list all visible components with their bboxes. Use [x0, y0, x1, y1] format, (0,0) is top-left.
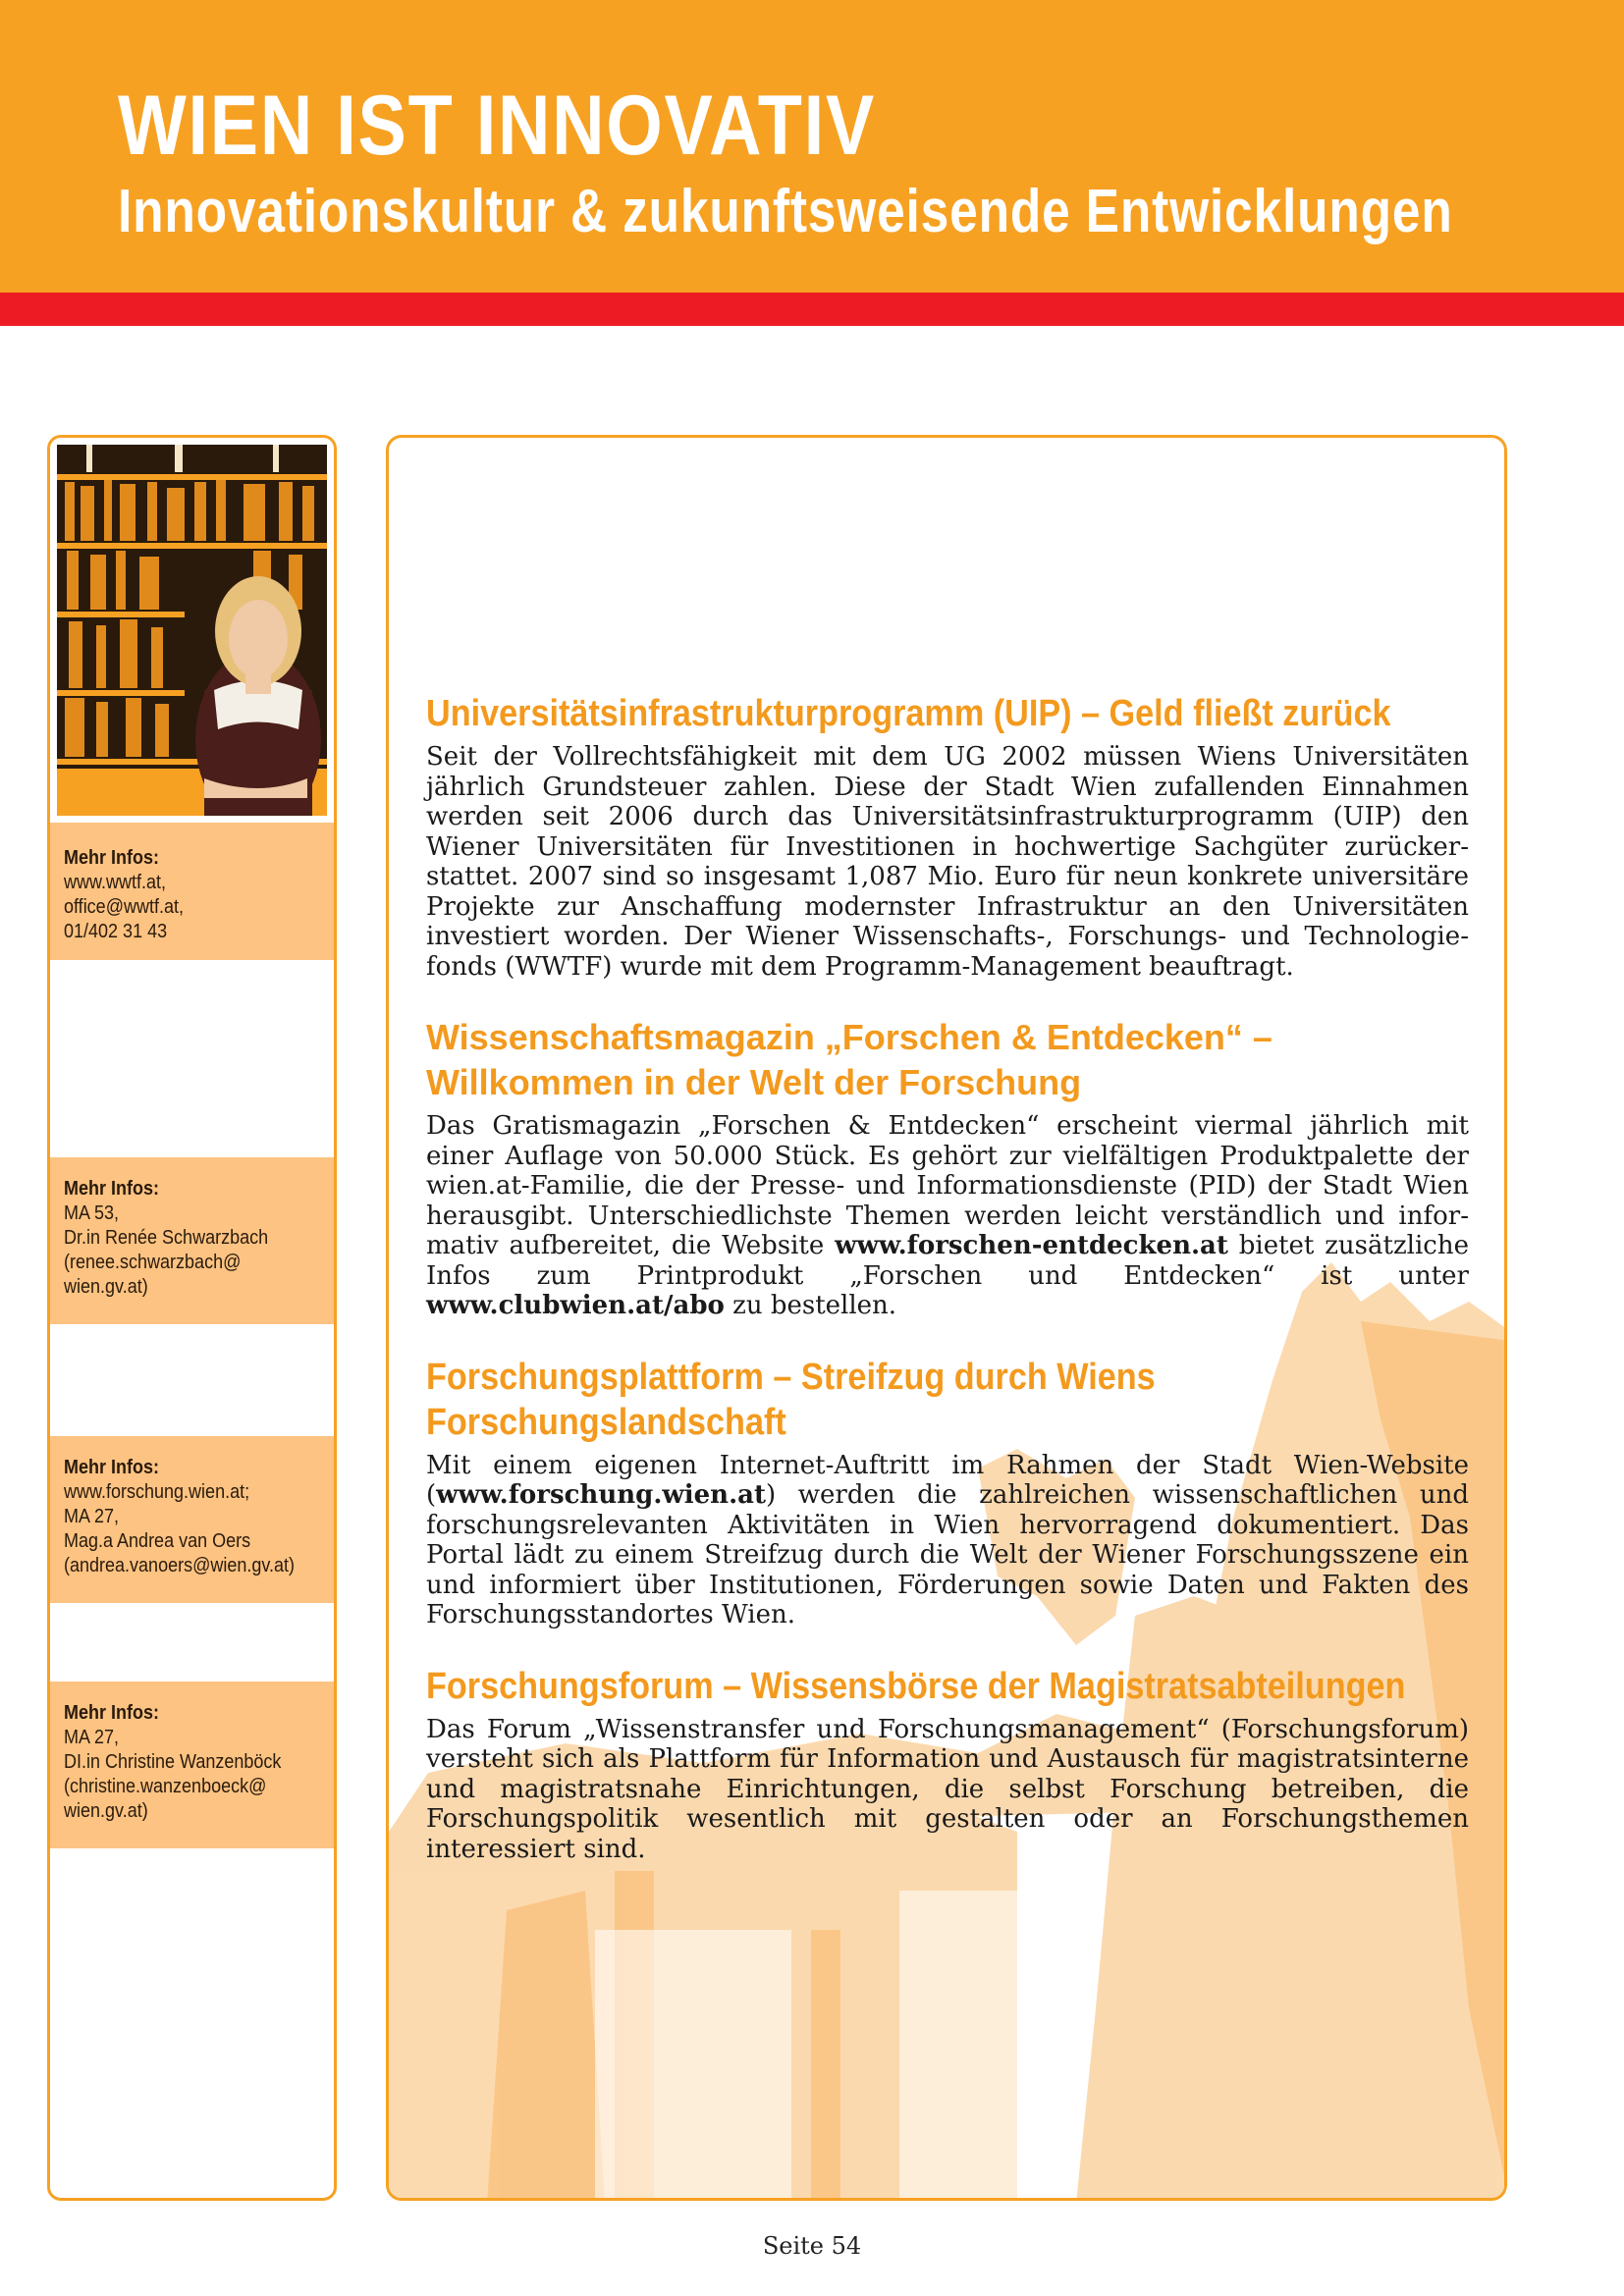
info-box-wwtf — [50, 823, 334, 960]
info-line: (christine.wanzenboeck@ — [64, 1776, 267, 1797]
page-title: WIEN IST INNOVATIV — [118, 79, 876, 173]
library-portrait-illustration — [57, 445, 327, 816]
info-line: 01/402 31 43 — [64, 921, 168, 942]
section-body: Seit der Vollrechtsfähigkeit mit dem UG 2002 müssen Wiens Universitäten jährlich Grundsteuer zahlen. Diese der Stadt Wien zufallenden Einnahmen werden seit 2006 durch das Universitätsinfrastrukturprogramm (UIP) den Wiener Universitäten für Investitionen in hochwertige Sachgüter zurückerstattet. 2007 sind so insgesamt 1,087 Mio. Euro für neun konkrete universitäre Projekte zur Anschaffung modernster Infrastruktur an den Universitäten investiert worden. Der Wiener Wissenschafts-, Forschungs- und Technologiefonds (WWTF) wurde mit dem Programm-Management beauftragt. — [426, 742, 1469, 982]
info-line: wien.gv.at) — [64, 1276, 148, 1298]
info-box-label: Mehr Infos: — [64, 847, 160, 869]
info-box-ma53 — [50, 1157, 334, 1324]
info-line: Dr.in Renée Schwarzbach — [64, 1227, 269, 1249]
info-box-forschungsforum — [50, 1682, 334, 1848]
info-box-label: Mehr Infos: — [64, 1457, 160, 1478]
section-heading: Forschungsforum – Wissensbörse der Magistratsabteilungen — [426, 1665, 1406, 1707]
section-forschungsforum — [426, 1664, 1469, 1865]
info-box-label: Mehr Infos: — [64, 1702, 160, 1724]
section-heading: Wissenschaftsmagazin „Forschen & Entdecken“ – Willkommen in der Welt der Forschung — [426, 1017, 1272, 1102]
body-text: ) werden die zahlreichen wissenschaftlichen und forschungsrelevanten Aktivitäten in Wien hervorragend dokumentiert. Das Portal lädt zu einem Streifzug durch die Welt der Wiener Forschungsszene ein und informiert über Institutionen, Förderungen sowie Daten und Fakten des Forschungsstandortes Wien. — [426, 1480, 1469, 1629]
section-heading: Forschungsplattform – Streifzug durch Wiens Forschungslandschaft — [426, 1356, 1156, 1443]
body-text: Mit einem eigenen Internet-Auftritt im Rahmen der Stadt Wien-Website ( — [426, 1450, 1469, 1510]
portrait-photo — [57, 445, 327, 816]
page-number: Seite 54 — [762, 2232, 862, 2260]
section-body — [426, 1111, 1469, 1321]
body-text: Das Gratismagazin „Forschen & Entdecken“ erscheint viermal jährlich mit einer Auflage von 50.000 Stück. Es gehört zur vielfältigen Produktpalette der wien.at-Familie, die der Presse- und Informationsdienste (PID) der Stadt Wien herausgibt. Unterschiedlichste Themen werden leicht verständlich und informativ aufbereitet, die Website — [426, 1111, 1469, 1260]
info-line: MA 27, — [64, 1727, 120, 1748]
info-box-label: Mehr Infos: — [64, 1178, 160, 1200]
section-forschungsplattform — [426, 1355, 1469, 1630]
body-text: zu bestellen. — [724, 1291, 897, 1320]
body-text: bietet zusätzliche Infos zum Printprodukt „Forschen und Entdecken“ ist unter — [426, 1231, 1469, 1291]
info-line: www.forschung.wien.at; — [64, 1481, 250, 1503]
info-line: (renee.schwarzbach@ — [64, 1252, 242, 1273]
sidebar — [47, 435, 337, 2201]
section-forschen-entdecken — [426, 1015, 1469, 1321]
info-line: wien.gv.at) — [64, 1800, 148, 1822]
section-body — [426, 1451, 1469, 1630]
article-content — [426, 691, 1469, 1897]
section-uip — [426, 691, 1469, 982]
info-line: DI.in Christine Wanzenböck — [64, 1751, 282, 1773]
website-link-clubwien[interactable]: www.clubwien.at/abo — [426, 1291, 725, 1320]
website-link-forschung-wien[interactable]: www.forschung.wien.at — [436, 1480, 766, 1510]
section-heading: Universitätsinfrastrukturprogramm (UIP) – Geld fließt zurück — [426, 693, 1391, 734]
info-line: (andrea.vanoers@wien.gv.at) — [64, 1555, 296, 1576]
info-line: MA 53, — [64, 1202, 120, 1224]
page-subtitle: Innovationskultur & zukunftsweisende Entwicklungen — [118, 178, 1453, 245]
website-link-forschen-entdecken[interactable]: www.forschen-entdecken.at — [835, 1231, 1228, 1260]
header-red-stripe — [0, 293, 1624, 326]
info-line: Mag.a Andrea van Oers — [64, 1530, 251, 1552]
info-line: MA 27, — [64, 1506, 120, 1527]
main-content-panel — [386, 435, 1507, 2201]
info-box-forschungsplattform — [50, 1436, 334, 1603]
section-body: Das Forum „Wissenstransfer und Forschungsmanagement“ (Forschungsforum) versteht sich als Plattform für Information und Austausch für magistratsinterne und magistratsnahe Einrichtungen, die selbst Forschung betreiben, die Forschungspolitik wesentlich mit gestalten oder an Forschungsthemen interessiert sind. — [426, 1714, 1469, 1864]
info-line: office@wwtf.at, — [64, 896, 184, 918]
info-line: www.wwtf.at, — [64, 872, 167, 893]
